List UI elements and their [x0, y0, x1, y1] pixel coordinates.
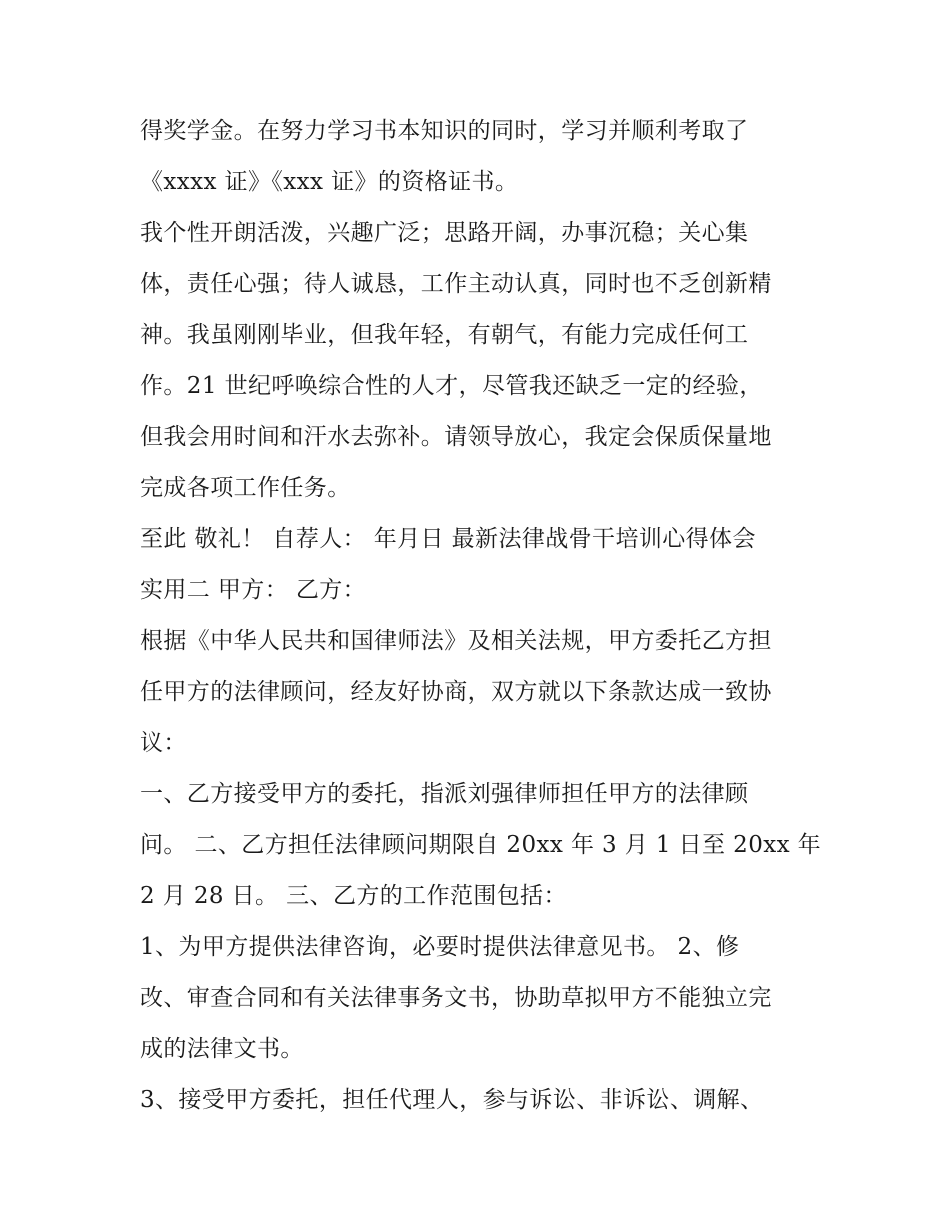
text-line: 问。 二、乙方担任法律顾问期限自 20xx 年 3 月 1 日至 20xx 年 [140, 832, 822, 858]
text-line: 《xxxx 证》《xxx 证》的资格证书。 [140, 169, 519, 195]
text-line: 完成各项工作任务。 [140, 475, 351, 501]
text-line: 至此 敬礼！ 自荐人： 年月日 最新法律战骨干培训心得体会 [140, 526, 756, 552]
document-body [140, 106, 820, 1126]
text-line: 成的法律文书。 [140, 1036, 304, 1062]
text-line: 根据《中华人民共和国律师法》及相关法规，甲方委托乙方担 [140, 628, 772, 654]
text-line: 得奖学金。在努力学习书本知识的同时，学习并顺利考取了 [140, 118, 749, 144]
text-line: 任甲方的法律顾问，经友好协商，双方就以下条款达成一致协 [140, 679, 772, 705]
text-line: 但我会用时间和汗水去弥补。请领导放心，我定会保质保量地 [140, 424, 772, 450]
text-line: 实用二 甲方： 乙方： [140, 577, 367, 603]
text-line: 我个性开朗活泼，兴趣广泛；思路开阔，办事沉稳；关心集 [140, 220, 749, 246]
text-line: 2 月 28 日。 三、乙方的工作范围包括： [140, 883, 567, 909]
text-line: 神。我虽刚刚毕业，但我年轻，有朝气，有能力完成任何工 [140, 322, 749, 348]
text-line: 3、接受甲方委托，担任代理人，参与诉讼、非诉讼、调解、 [140, 1087, 764, 1113]
text-line: 1、为甲方提供法律咨询，必要时提供法律意见书。 2、修 [140, 934, 740, 960]
text-line: 议： [140, 730, 187, 756]
text-line: 作。21 世纪呼唤综合性的人才，尽管我还缺乏一定的经验， [140, 373, 763, 399]
text-line: 体，责任心强；待人诚恳，工作主动认真，同时也不乏创新精 [140, 271, 772, 297]
text-line: 一、乙方接受甲方的委托，指派刘强律师担任甲方的法律顾 [140, 781, 749, 807]
text-line: 改、审查合同和有关法律事务文书，协助草拟甲方不能独立完 [140, 985, 772, 1011]
